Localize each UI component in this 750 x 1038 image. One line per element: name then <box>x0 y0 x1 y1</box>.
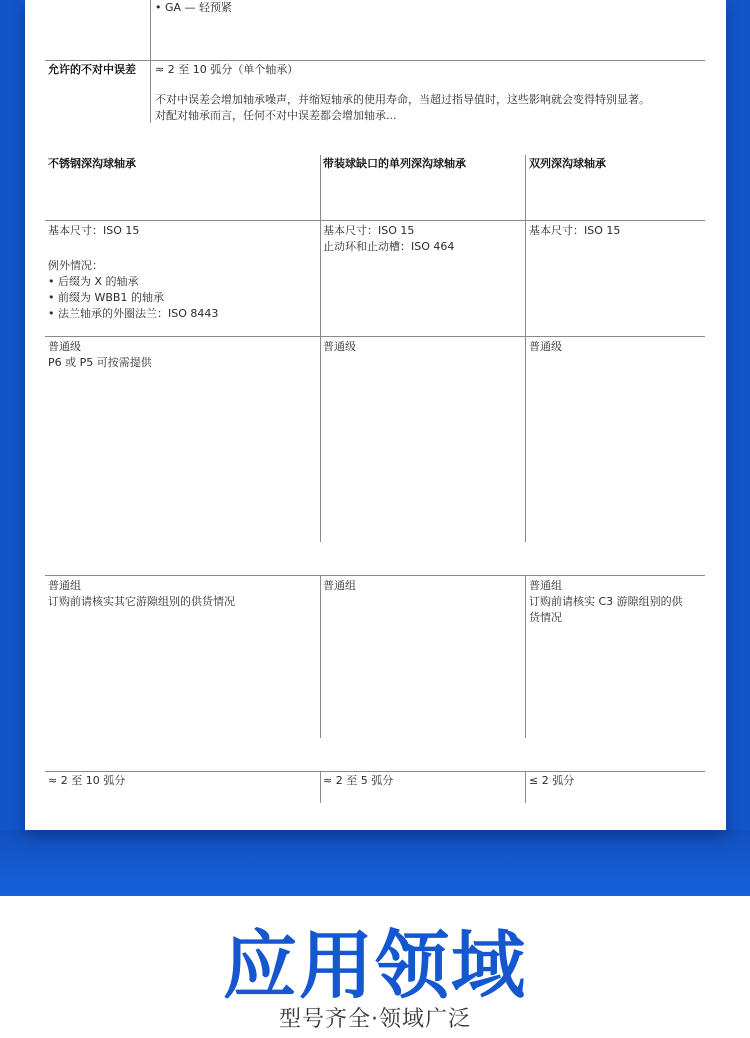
tolerance-note: P6 或 P5 可按需提供 <box>48 356 152 369</box>
tolerance-class: 普通级 <box>48 340 81 353</box>
divider <box>150 61 151 123</box>
exceptions-title: 例外情况： <box>48 259 103 272</box>
column-divider <box>320 771 321 803</box>
clearance-note: 订购前请核实 C3 游隙组别的供 <box>529 595 683 608</box>
section-title: 应用领域 <box>223 923 527 1009</box>
misalignment-label: 允许的不对中误差 <box>48 63 136 76</box>
misalignment-value: ≈ 2 至 10 弧分（单个轴承） <box>155 63 299 76</box>
dimension-standard: 基本尺寸：ISO 15 <box>48 224 140 237</box>
dimension-standard: 基本尺寸：ISO 15 <box>323 224 415 237</box>
section-subtitle: 型号齐全·领域广泛 <box>279 1007 471 1032</box>
snap-ring-standard: 止动环和止动槽：ISO 464 <box>323 240 455 253</box>
misalignment-cell: ≈ 2 至 5 弧分 <box>323 774 394 787</box>
column-divider <box>525 575 526 738</box>
column-header: 带装球缺口的单列深沟球轴承 <box>323 157 466 170</box>
divider <box>45 60 705 61</box>
list-item: • GA — 轻预紧 <box>155 0 232 16</box>
row-divider <box>45 771 705 772</box>
tolerance-class: 普通级 <box>323 340 356 353</box>
tolerance-class: 普通级 <box>529 340 562 353</box>
note-text: 不对中误差会增加轴承噪声，并缩短轴承的使用寿命，当超过指导值时，这些影响就会变得特别显著。 <box>155 93 650 106</box>
clearance-group: 普通组 <box>323 579 356 592</box>
row-divider <box>45 220 705 221</box>
list-item: • 法兰轴承的外圈法兰：ISO 8443 <box>48 306 218 322</box>
blue-background-shade <box>0 830 750 896</box>
dimension-standard: 基本尺寸：ISO 15 <box>529 224 621 237</box>
list-item: • 前缀为 WBB1 的轴承 <box>48 290 218 306</box>
column-divider <box>320 575 321 738</box>
note-text: 对配对轴承而言，任何不对中误差都会增加轴承... <box>155 109 397 122</box>
column-divider <box>525 771 526 803</box>
list-item: • 后缀为 X 的轴承 <box>48 274 218 290</box>
clearance-note: 订购前请核实其它游隙组别的供货情况 <box>48 595 235 608</box>
row-divider <box>45 575 705 576</box>
misalignment-cell: ≈ 2 至 10 弧分 <box>48 774 126 787</box>
row-divider <box>45 336 705 337</box>
spec-sheet <box>25 0 726 830</box>
clearance-group: 普通组 <box>48 579 81 592</box>
clearance-group: 普通组 <box>529 579 562 592</box>
column-divider <box>320 155 321 542</box>
exceptions-list <box>48 274 218 322</box>
bullet-list <box>155 0 232 16</box>
column-header: 双列深沟球轴承 <box>529 157 606 170</box>
clearance-note: 货情况 <box>529 611 562 624</box>
divider <box>150 0 151 60</box>
column-divider <box>525 155 526 542</box>
column-header: 不锈钢深沟球轴承 <box>48 157 136 170</box>
misalignment-cell: ≤ 2 弧分 <box>529 774 575 787</box>
